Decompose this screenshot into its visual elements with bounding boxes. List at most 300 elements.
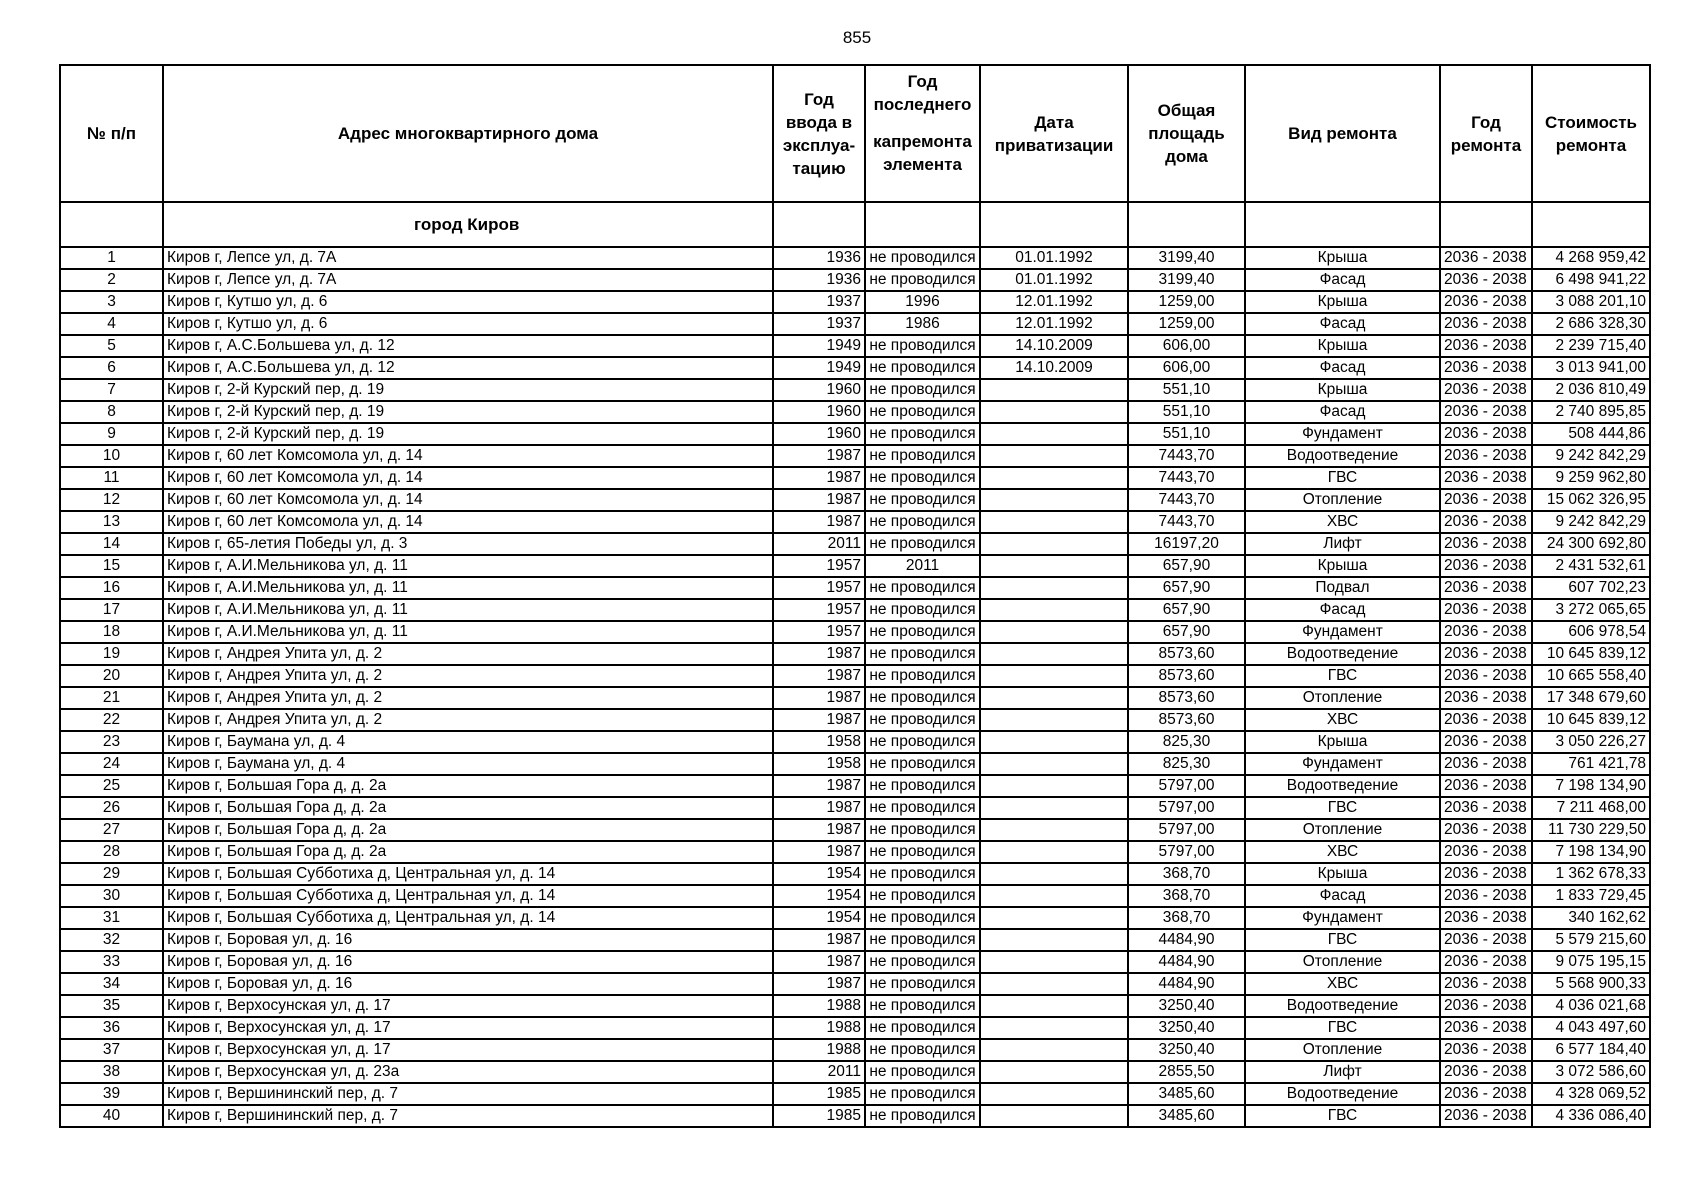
- row-last-repair: не проводился: [865, 753, 980, 775]
- row-repair-type: Фундамент: [1245, 423, 1440, 445]
- row-year-built: 1960: [773, 401, 865, 423]
- row-privatization: [980, 423, 1128, 445]
- row-area: 8573,60: [1128, 665, 1245, 687]
- row-year-built: 1987: [773, 819, 865, 841]
- row-address: Киров г, Большая Гора д, д. 2а: [163, 797, 773, 819]
- row-cost: 7 211 468,00: [1532, 797, 1650, 819]
- row-address: Киров г, А.С.Большева ул, д. 12: [163, 335, 773, 357]
- row-privatization: [980, 621, 1128, 643]
- row-address: Киров г, Верхосунская ул, д. 17: [163, 995, 773, 1017]
- row-number: 25: [60, 775, 163, 797]
- row-address: Киров г, Верхосунская ул, д. 17: [163, 1039, 773, 1061]
- row-year-built: 1949: [773, 335, 865, 357]
- row-cost: 761 421,78: [1532, 753, 1650, 775]
- row-cost: 4 328 069,52: [1532, 1083, 1650, 1105]
- row-year-built: 1985: [773, 1083, 865, 1105]
- row-cost: 9 259 962,80: [1532, 467, 1650, 489]
- row-repair-type: Отопление: [1245, 687, 1440, 709]
- row-number: 12: [60, 489, 163, 511]
- row-number: 8: [60, 401, 163, 423]
- table-row: [60, 951, 1650, 973]
- row-privatization: [980, 489, 1128, 511]
- row-number: 18: [60, 621, 163, 643]
- row-area: 3250,40: [1128, 995, 1245, 1017]
- table-row: [60, 819, 1650, 841]
- row-area: 825,30: [1128, 731, 1245, 753]
- row-address: Киров г, А.И.Мельникова ул, д. 11: [163, 621, 773, 643]
- row-repair-type: ГВС: [1245, 1105, 1440, 1127]
- row-area: 368,70: [1128, 907, 1245, 929]
- table-row: [60, 511, 1650, 533]
- row-year-built: 1987: [773, 665, 865, 687]
- row-address: Киров г, Вершининский пер, д. 7: [163, 1105, 773, 1127]
- row-area: 657,90: [1128, 577, 1245, 599]
- row-area: 657,90: [1128, 555, 1245, 577]
- row-number: 31: [60, 907, 163, 929]
- row-address: Киров г, Баумана ул, д. 4: [163, 753, 773, 775]
- row-repair-period: 2036 - 2038: [1440, 687, 1532, 709]
- row-privatization: [980, 401, 1128, 423]
- row-repair-period: 2036 - 2038: [1440, 247, 1532, 269]
- row-address: Киров г, 2-й Курский пер, д. 19: [163, 379, 773, 401]
- row-area: 368,70: [1128, 885, 1245, 907]
- row-year-built: 1987: [773, 797, 865, 819]
- row-last-repair: не проводился: [865, 797, 980, 819]
- row-privatization: [980, 445, 1128, 467]
- row-last-repair: 1996: [865, 291, 980, 313]
- row-year-built: 1936: [773, 247, 865, 269]
- row-number: 36: [60, 1017, 163, 1039]
- row-repair-period: 2036 - 2038: [1440, 709, 1532, 731]
- row-address: Киров г, Большая Субботиха д, Центральная ул, д. 14: [163, 907, 773, 929]
- row-year-built: 1937: [773, 291, 865, 313]
- table-row: [60, 709, 1650, 731]
- row-area: 551,10: [1128, 379, 1245, 401]
- row-address: Киров г, Кутшо ул, д. 6: [163, 313, 773, 335]
- row-last-repair: не проводился: [865, 599, 980, 621]
- header-last-repair: [865, 65, 980, 202]
- row-last-repair: не проводился: [865, 1039, 980, 1061]
- row-last-repair: не проводился: [865, 423, 980, 445]
- row-address: Киров г, Большая Гора д, д. 2а: [163, 819, 773, 841]
- row-area: 2855,50: [1128, 1061, 1245, 1083]
- row-repair-type: ГВС: [1245, 467, 1440, 489]
- table-row: [60, 621, 1650, 643]
- row-last-repair: не проводился: [865, 269, 980, 291]
- row-address: Киров г, 60 лет Комсомола ул, д. 14: [163, 489, 773, 511]
- row-area: 551,10: [1128, 401, 1245, 423]
- row-repair-period: 2036 - 2038: [1440, 1083, 1532, 1105]
- row-privatization: [980, 819, 1128, 841]
- table-row: [60, 643, 1650, 665]
- row-address: Киров г, Боровая ул, д. 16: [163, 973, 773, 995]
- row-year-built: 1957: [773, 555, 865, 577]
- table-row: [60, 973, 1650, 995]
- row-year-built: 1949: [773, 357, 865, 379]
- table-row: [60, 313, 1650, 335]
- row-privatization: 14.10.2009: [980, 335, 1128, 357]
- row-number: 34: [60, 973, 163, 995]
- row-cost: 10 645 839,12: [1532, 643, 1650, 665]
- row-repair-period: 2036 - 2038: [1440, 863, 1532, 885]
- row-privatization: 01.01.1992: [980, 269, 1128, 291]
- row-address: Киров г, Лепсе ул, д. 7А: [163, 269, 773, 291]
- row-number: 26: [60, 797, 163, 819]
- row-repair-type: Крыша: [1245, 335, 1440, 357]
- row-repair-period: 2036 - 2038: [1440, 907, 1532, 929]
- row-area: 5797,00: [1128, 775, 1245, 797]
- row-year-built: 1957: [773, 599, 865, 621]
- row-repair-period: 2036 - 2038: [1440, 577, 1532, 599]
- row-repair-type: Водоотведение: [1245, 1083, 1440, 1105]
- row-number: 17: [60, 599, 163, 621]
- row-year-built: 1954: [773, 863, 865, 885]
- row-repair-period: 2036 - 2038: [1440, 885, 1532, 907]
- row-repair-period: 2036 - 2038: [1440, 555, 1532, 577]
- row-last-repair: не проводился: [865, 1061, 980, 1083]
- row-privatization: [980, 731, 1128, 753]
- row-cost: 2 686 328,30: [1532, 313, 1650, 335]
- row-number: 1: [60, 247, 163, 269]
- row-area: 7443,70: [1128, 445, 1245, 467]
- row-cost: 4 036 021,68: [1532, 995, 1650, 1017]
- row-privatization: [980, 929, 1128, 951]
- row-last-repair: не проводился: [865, 819, 980, 841]
- row-cost: 5 568 900,33: [1532, 973, 1650, 995]
- row-repair-period: 2036 - 2038: [1440, 511, 1532, 533]
- row-repair-type: Фасад: [1245, 269, 1440, 291]
- row-number: 9: [60, 423, 163, 445]
- row-repair-period: 2036 - 2038: [1440, 797, 1532, 819]
- row-privatization: [980, 665, 1128, 687]
- row-cost: 2 431 532,61: [1532, 555, 1650, 577]
- row-repair-type: Крыша: [1245, 379, 1440, 401]
- row-number: 22: [60, 709, 163, 731]
- row-area: 4484,90: [1128, 973, 1245, 995]
- row-last-repair: не проводился: [865, 577, 980, 599]
- row-year-built: 1937: [773, 313, 865, 335]
- row-year-built: 1988: [773, 1017, 865, 1039]
- row-last-repair: не проводился: [865, 1083, 980, 1105]
- row-last-repair: не проводился: [865, 511, 980, 533]
- table-row: [60, 423, 1650, 445]
- row-repair-type: Отопление: [1245, 489, 1440, 511]
- table-row: [60, 1105, 1650, 1127]
- table-row: [60, 1017, 1650, 1039]
- row-cost: 11 730 229,50: [1532, 819, 1650, 841]
- header-privatization: Дата приватизации: [980, 65, 1128, 202]
- row-area: 4484,90: [1128, 951, 1245, 973]
- header-area: Общая площадь дома: [1128, 65, 1245, 202]
- row-last-repair: не проводился: [865, 1017, 980, 1039]
- row-address: Киров г, Андрея Упита ул, д. 2: [163, 665, 773, 687]
- row-year-built: 1987: [773, 841, 865, 863]
- row-area: 3199,40: [1128, 247, 1245, 269]
- row-area: 3485,60: [1128, 1105, 1245, 1127]
- row-last-repair: не проводился: [865, 621, 980, 643]
- row-last-repair: не проводился: [865, 841, 980, 863]
- row-cost: 5 579 215,60: [1532, 929, 1650, 951]
- row-last-repair: не проводился: [865, 379, 980, 401]
- row-cost: 3 088 201,10: [1532, 291, 1650, 313]
- row-address: Киров г, Андрея Упита ул, д. 2: [163, 687, 773, 709]
- header-repair-year: Год ремонта: [1440, 65, 1532, 202]
- row-repair-period: 2036 - 2038: [1440, 731, 1532, 753]
- row-area: 3199,40: [1128, 269, 1245, 291]
- table-row: [60, 797, 1650, 819]
- row-cost: 3 050 226,27: [1532, 731, 1650, 753]
- row-last-repair: не проводился: [865, 863, 980, 885]
- row-privatization: [980, 907, 1128, 929]
- row-repair-type: Фундамент: [1245, 621, 1440, 643]
- row-cost: 3 072 586,60: [1532, 1061, 1650, 1083]
- row-privatization: [980, 951, 1128, 973]
- row-area: 3250,40: [1128, 1039, 1245, 1061]
- row-cost: 10 665 558,40: [1532, 665, 1650, 687]
- row-address: Киров г, Большая Гора д, д. 2а: [163, 775, 773, 797]
- row-last-repair: не проводился: [865, 973, 980, 995]
- row-repair-period: 2036 - 2038: [1440, 379, 1532, 401]
- row-area: 5797,00: [1128, 819, 1245, 841]
- row-repair-period: 2036 - 2038: [1440, 401, 1532, 423]
- row-last-repair: не проводился: [865, 445, 980, 467]
- row-year-built: 2011: [773, 533, 865, 555]
- row-year-built: 1988: [773, 995, 865, 1017]
- row-number: 6: [60, 357, 163, 379]
- row-number: 37: [60, 1039, 163, 1061]
- row-repair-period: 2036 - 2038: [1440, 335, 1532, 357]
- row-address: Киров г, 2-й Курский пер, д. 19: [163, 401, 773, 423]
- row-repair-period: 2036 - 2038: [1440, 467, 1532, 489]
- row-repair-type: Крыша: [1245, 863, 1440, 885]
- row-repair-period: 2036 - 2038: [1440, 1061, 1532, 1083]
- row-last-repair: не проводился: [865, 401, 980, 423]
- table-row: [60, 357, 1650, 379]
- row-area: 606,00: [1128, 357, 1245, 379]
- row-area: 657,90: [1128, 599, 1245, 621]
- row-cost: 3 013 941,00: [1532, 357, 1650, 379]
- row-area: 368,70: [1128, 863, 1245, 885]
- row-year-built: 1954: [773, 907, 865, 929]
- row-privatization: [980, 885, 1128, 907]
- row-number: 16: [60, 577, 163, 599]
- row-number: 32: [60, 929, 163, 951]
- table-body: [60, 202, 1650, 1127]
- row-repair-period: 2036 - 2038: [1440, 357, 1532, 379]
- row-cost: 340 162,62: [1532, 907, 1650, 929]
- row-last-repair: не проводился: [865, 643, 980, 665]
- row-privatization: [980, 599, 1128, 621]
- row-year-built: 1987: [773, 709, 865, 731]
- table-row: [60, 555, 1650, 577]
- row-repair-type: ГВС: [1245, 665, 1440, 687]
- row-privatization: [980, 1083, 1128, 1105]
- row-privatization: [980, 467, 1128, 489]
- row-repair-type: ГВС: [1245, 1017, 1440, 1039]
- table-row: [60, 929, 1650, 951]
- table-row: [60, 775, 1650, 797]
- table-row: [60, 995, 1650, 1017]
- row-privatization: [980, 577, 1128, 599]
- page-number: 855: [842, 28, 872, 47]
- row-cost: 607 702,23: [1532, 577, 1650, 599]
- row-area: 7443,70: [1128, 511, 1245, 533]
- row-cost: 3 272 065,65: [1532, 599, 1650, 621]
- row-area: 5797,00: [1128, 797, 1245, 819]
- row-privatization: [980, 775, 1128, 797]
- row-repair-period: 2036 - 2038: [1440, 973, 1532, 995]
- row-privatization: [980, 797, 1128, 819]
- row-number: 23: [60, 731, 163, 753]
- row-repair-type: Подвал: [1245, 577, 1440, 599]
- row-year-built: 1987: [773, 445, 865, 467]
- row-repair-type: Крыша: [1245, 291, 1440, 313]
- row-cost: 17 348 679,60: [1532, 687, 1650, 709]
- row-area: 16197,20: [1128, 533, 1245, 555]
- row-last-repair: не проводился: [865, 995, 980, 1017]
- row-address: Киров г, Боровая ул, д. 16: [163, 929, 773, 951]
- row-cost: 4 043 497,60: [1532, 1017, 1650, 1039]
- row-privatization: 14.10.2009: [980, 357, 1128, 379]
- row-privatization: [980, 687, 1128, 709]
- row-privatization: [980, 863, 1128, 885]
- row-privatization: [980, 973, 1128, 995]
- row-address: Киров г, Большая Субботиха д, Центральная ул, д. 14: [163, 885, 773, 907]
- row-cost: 7 198 134,90: [1532, 775, 1650, 797]
- row-repair-type: Водоотведение: [1245, 775, 1440, 797]
- row-cost: 9 075 195,15: [1532, 951, 1650, 973]
- table-row: [60, 1061, 1650, 1083]
- row-address: Киров г, Вершининский пер, д. 7: [163, 1083, 773, 1105]
- row-year-built: 1954: [773, 885, 865, 907]
- row-number: 28: [60, 841, 163, 863]
- row-repair-period: 2036 - 2038: [1440, 951, 1532, 973]
- row-cost: 2 036 810,49: [1532, 379, 1650, 401]
- row-number: 35: [60, 995, 163, 1017]
- row-repair-type: Крыша: [1245, 731, 1440, 753]
- row-number: 27: [60, 819, 163, 841]
- row-repair-period: 2036 - 2038: [1440, 423, 1532, 445]
- row-cost: 4 336 086,40: [1532, 1105, 1650, 1127]
- row-address: Киров г, А.И.Мельникова ул, д. 11: [163, 599, 773, 621]
- table-row: [60, 885, 1650, 907]
- row-address: Киров г, Верхосунская ул, д. 17: [163, 1017, 773, 1039]
- row-area: 7443,70: [1128, 467, 1245, 489]
- row-privatization: [980, 753, 1128, 775]
- table-row: [60, 1039, 1650, 1061]
- row-year-built: 1957: [773, 621, 865, 643]
- row-privatization: [980, 1061, 1128, 1083]
- table-row: [60, 291, 1650, 313]
- row-cost: 15 062 326,95: [1532, 489, 1650, 511]
- table-row: [60, 731, 1650, 753]
- row-last-repair: не проводился: [865, 929, 980, 951]
- row-area: 8573,60: [1128, 687, 1245, 709]
- table-row: [60, 665, 1650, 687]
- row-number: 29: [60, 863, 163, 885]
- row-number: 5: [60, 335, 163, 357]
- table-row: [60, 841, 1650, 863]
- row-year-built: 1987: [773, 643, 865, 665]
- table-row: [60, 379, 1650, 401]
- row-repair-period: 2036 - 2038: [1440, 445, 1532, 467]
- row-number: 13: [60, 511, 163, 533]
- row-number: 30: [60, 885, 163, 907]
- row-number: 10: [60, 445, 163, 467]
- table-row: [60, 753, 1650, 775]
- row-repair-period: 2036 - 2038: [1440, 1039, 1532, 1061]
- row-last-repair: не проводился: [865, 731, 980, 753]
- row-last-repair: не проводился: [865, 247, 980, 269]
- row-area: 3250,40: [1128, 1017, 1245, 1039]
- row-repair-type: Лифт: [1245, 533, 1440, 555]
- table-row: [60, 687, 1650, 709]
- row-repair-type: Отопление: [1245, 951, 1440, 973]
- row-repair-period: 2036 - 2038: [1440, 1105, 1532, 1127]
- row-number: 20: [60, 665, 163, 687]
- row-privatization: [980, 1039, 1128, 1061]
- row-privatization: [980, 379, 1128, 401]
- row-last-repair: не проводился: [865, 709, 980, 731]
- row-area: 4484,90: [1128, 929, 1245, 951]
- row-number: 21: [60, 687, 163, 709]
- row-repair-period: 2036 - 2038: [1440, 775, 1532, 797]
- row-repair-period: 2036 - 2038: [1440, 599, 1532, 621]
- table-row: [60, 577, 1650, 599]
- row-repair-type: Лифт: [1245, 1061, 1440, 1083]
- row-privatization: [980, 995, 1128, 1017]
- row-area: 606,00: [1128, 335, 1245, 357]
- table-row: [60, 445, 1650, 467]
- row-address: Киров г, Лепсе ул, д. 7А: [163, 247, 773, 269]
- row-cost: 6 498 941,22: [1532, 269, 1650, 291]
- row-number: 19: [60, 643, 163, 665]
- row-repair-period: 2036 - 2038: [1440, 621, 1532, 643]
- row-area: 1259,00: [1128, 313, 1245, 335]
- table-row: [60, 599, 1650, 621]
- row-address: Киров г, А.И.Мельникова ул, д. 11: [163, 577, 773, 599]
- row-last-repair: 1986: [865, 313, 980, 335]
- table-row: [60, 269, 1650, 291]
- row-last-repair: не проводился: [865, 335, 980, 357]
- row-last-repair: не проводился: [865, 687, 980, 709]
- row-repair-type: ГВС: [1245, 929, 1440, 951]
- row-privatization: 12.01.1992: [980, 313, 1128, 335]
- table-row: [60, 533, 1650, 555]
- row-privatization: [980, 841, 1128, 863]
- table-row: [60, 401, 1650, 423]
- row-privatization: [980, 1105, 1128, 1127]
- row-repair-period: 2036 - 2038: [1440, 291, 1532, 313]
- row-cost: 24 300 692,80: [1532, 533, 1650, 555]
- table-row: [60, 863, 1650, 885]
- header-cost: Стоимость ремонта: [1532, 65, 1650, 202]
- row-repair-period: 2036 - 2038: [1440, 269, 1532, 291]
- row-last-repair: не проводился: [865, 775, 980, 797]
- row-repair-period: 2036 - 2038: [1440, 643, 1532, 665]
- row-address: Киров г, Боровая ул, д. 16: [163, 951, 773, 973]
- row-repair-type: Фасад: [1245, 357, 1440, 379]
- row-number: 3: [60, 291, 163, 313]
- row-area: 1259,00: [1128, 291, 1245, 313]
- row-repair-period: 2036 - 2038: [1440, 1017, 1532, 1039]
- header-last-repair-line2: капремонта элемента: [873, 132, 972, 174]
- row-repair-period: 2036 - 2038: [1440, 489, 1532, 511]
- row-cost: 9 242 842,29: [1532, 511, 1650, 533]
- row-year-built: 1987: [773, 511, 865, 533]
- row-repair-type: Крыша: [1245, 555, 1440, 577]
- row-address: Киров г, Андрея Упита ул, д. 2: [163, 643, 773, 665]
